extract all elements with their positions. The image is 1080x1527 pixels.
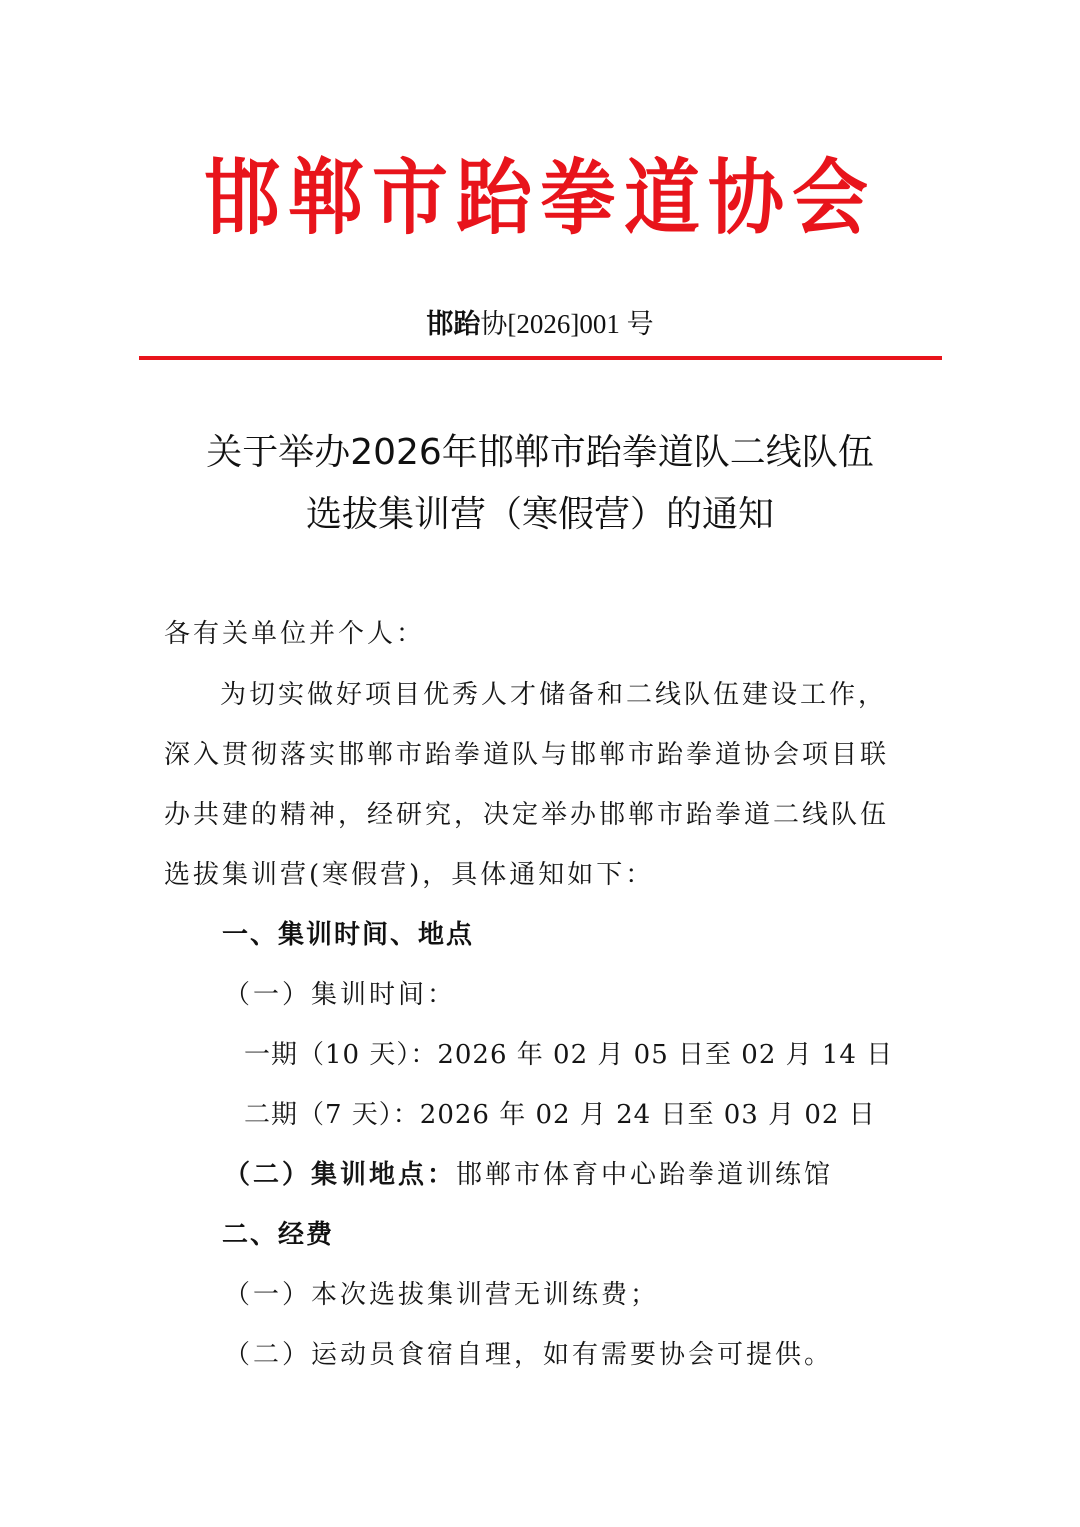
document-number	[0, 304, 1080, 345]
intro-line-3: 办共建的精神，经研究，决定举办邯郸市跆拳道二线队伍	[164, 800, 890, 830]
section-1-heading: 一、集训时间、地点	[222, 920, 475, 950]
training-location: 邯郸市体育中心跆拳道训练馆	[456, 1160, 834, 1190]
notice-title-line-2: 选拔集训营（寒假营）的通知	[305, 494, 774, 535]
section-2-heading: 二、经费	[222, 1220, 335, 1250]
section-1-sub2	[224, 1157, 833, 1193]
notice-title-line-1: 关于举办2026年邯郸市跆拳道队二线队伍	[206, 432, 874, 473]
section-2-item-1: （一）本次选拔集训营无训练费；	[224, 1280, 660, 1310]
section-1-sub2-label: （二）集训地点：	[224, 1160, 457, 1190]
intro-line-2: 深入贯彻落实邯郸市跆拳道队与邯郸市跆拳道协会项目联	[164, 740, 890, 770]
training-period-2: 二期（7 天）：2026 年 02 月 24 日至 03 月 02 日	[244, 1100, 876, 1130]
red-divider-line	[139, 356, 942, 360]
document-number-rest: 协[2026]001 号	[480, 309, 654, 339]
organization-header: 邯郸市跆拳道协会	[204, 149, 876, 246]
section-2-item-2: （二）运动员食宿自理，如有需要协会可提供。	[224, 1340, 834, 1370]
training-period-1: 一期（10 天）：2026 年 02 月 05 日至 02 月 14 日	[244, 1040, 894, 1070]
document-number-prefix: 邯跆	[426, 309, 481, 340]
intro-line-1: 为切实做好项目优秀人才储备和二线队伍建设工作，	[220, 680, 888, 710]
section-1-sub1-label: （一）集训时间：	[224, 980, 457, 1010]
intro-line-4: 选拔集训营(寒假营)，具体通知如下：	[164, 860, 655, 890]
salutation: 各有关单位并个人：	[164, 619, 426, 649]
